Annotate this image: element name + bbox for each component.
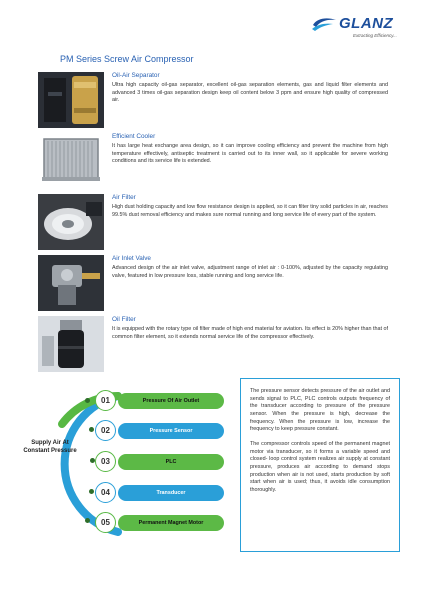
feature-description: It has large heat exchange area design, so it can improve cooling efficiency and prevent the machine from high temperature effectively, antiseptic treatment is carried out to its inner wall, so it applicable for severe working conditions and its service life is extended. — [112, 143, 388, 165]
feature-air-inlet-valve — [38, 255, 388, 315]
connector-dot — [89, 489, 94, 494]
feature-description: Ultra high capacity oil-gas separator, excellent oil-gas separation elements, gas and liquid filter elements and advanced 3 times oil-gas separation design keep oil content below 3 ppm and ensure high quality of compressed air. — [112, 82, 388, 104]
feature-efficient-cooler — [38, 133, 388, 193]
feature-title: Air Inlet Valve — [112, 255, 151, 262]
logo-swoosh-icon — [311, 16, 337, 32]
step-permanent-magnet-motor: Permanent Magnet Motor — [118, 515, 224, 531]
feature-description: High dust holding capacity and low flow resistance design is applied, so it can filter tiny solid particles in air, reaches 99.5% dust removal efficiency and makes sure normal running and long service life of every part of the system. — [112, 204, 388, 218]
step-number: 02 — [95, 420, 116, 441]
step-number: 01 — [95, 390, 116, 411]
step-transducer: Transducer — [118, 485, 224, 501]
feature-title: Air Filter — [112, 194, 136, 201]
control-description-box — [240, 378, 400, 552]
connector-dot — [89, 427, 94, 432]
step-pressure-of-air-outlet: Pressure Of Air Outlet — [118, 393, 224, 409]
page-title: PM Series Screw Air Compressor — [60, 54, 194, 64]
info-paragraph: The pressure sensor detects pressure of the air outlet and sends signal to PLC, PLC controls outputs frequency of the transducer according to pressure of the pressure sensor. When the pressure is high, decrease the frequency. When the pressure is low, increase the frequency to keep pressure constant. — [250, 388, 390, 433]
efficient-cooler-image — [38, 133, 104, 189]
step-pressure-sensor: Pressure Sensor — [118, 423, 224, 439]
connector-dot — [85, 398, 90, 403]
step-number: 05 — [95, 512, 116, 533]
connector-dot — [90, 458, 95, 463]
feature-oil-air-separator — [38, 72, 388, 132]
oil-air-separator-image — [38, 72, 104, 128]
brand-name: GLANZ — [339, 15, 394, 32]
step-number: 03 — [95, 451, 116, 472]
air-inlet-valve-image — [38, 255, 104, 311]
brand-logo — [311, 14, 403, 42]
feature-title: Efficient Cooler — [112, 133, 156, 140]
feature-description: Advanced design of the air inlet valve, adjustment range of inlet air : 0-100%, adjusted by the capacity regulating valve, featured in low pressure loss, stable running and long service life. — [112, 265, 388, 279]
brand-tagline: Extracting Efficiency... — [353, 33, 397, 38]
info-paragraph: The compressor controls speed of the permanent magnet motor via transducer, so it forms a variable speed and closed- loop control system realizes air supply at constant pressure, produces air according to demand stops production when air is not used, starts production by soft start when air is used; thus, it avoids idle consumption thoroughly. — [250, 441, 390, 494]
feature-title: Oil-Air Separator — [112, 72, 160, 79]
control-flow-diagram — [18, 382, 230, 542]
feature-description: It is equipped with the rotary type oil filter made of high end material for aviation. Its effect is 20% higher than that of common filter element, so it extends normal service life of the compressor effectively. — [112, 326, 388, 340]
step-plc: PLC — [118, 454, 224, 470]
feature-air-filter — [38, 194, 388, 254]
connector-dot — [85, 518, 90, 523]
supply-air-label: Supply Air At Constant Pressure — [23, 440, 77, 454]
step-number: 04 — [95, 482, 116, 503]
feature-title: Oil Filter — [112, 316, 136, 323]
air-filter-image — [38, 194, 104, 250]
feature-oil-filter — [38, 316, 388, 376]
oil-filter-image — [38, 316, 104, 372]
